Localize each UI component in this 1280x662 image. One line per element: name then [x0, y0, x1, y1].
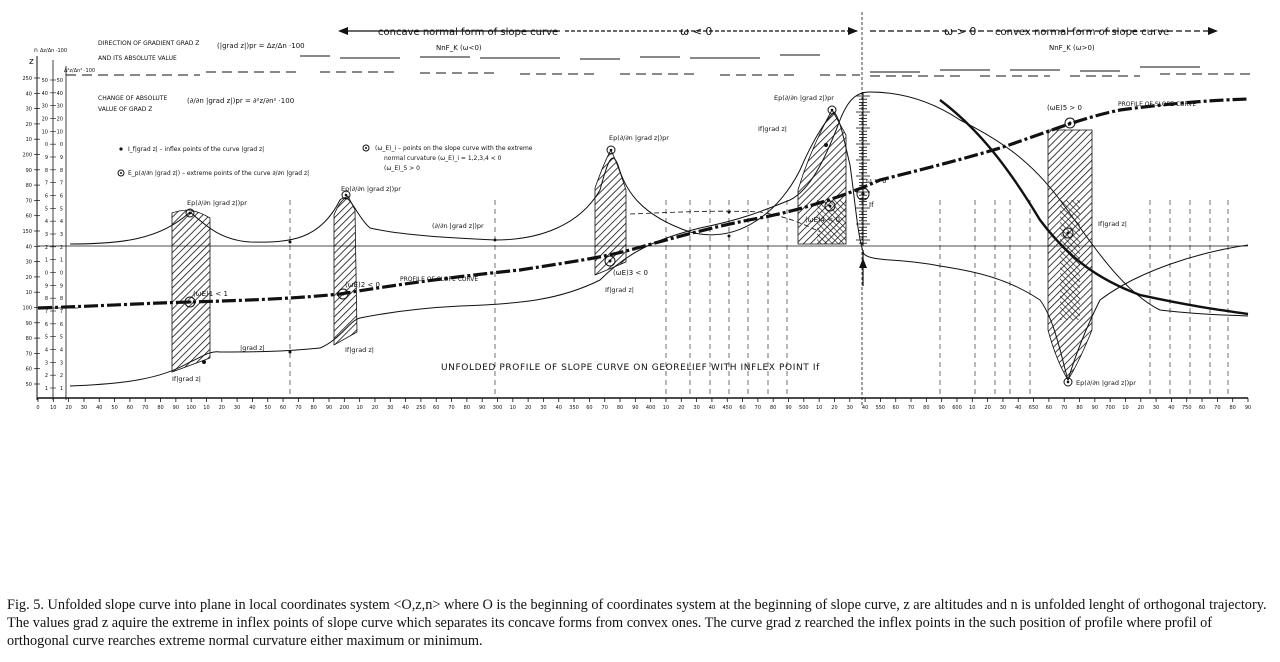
grad2-tick-label: 50 — [56, 78, 63, 84]
x-tick-label: 10 — [662, 405, 670, 411]
inflex-point-label: If — [869, 201, 874, 209]
profile-label-2: PROFILE OF SLOPE CURVE — [1118, 101, 1197, 108]
z-tick-label: 70 — [25, 198, 32, 205]
grad-tick-label: 50 — [41, 78, 48, 84]
x-tick-label: 550 — [875, 405, 886, 411]
ep-label-1: Ep(∂/∂n |grad z|)pr — [187, 199, 247, 207]
grad2-tick-label: 30 — [56, 103, 63, 110]
x-tick-label: 30 — [999, 405, 1007, 411]
x-tick-label: 90 — [172, 405, 180, 411]
x-tick-label: 20 — [984, 405, 991, 411]
figure-caption — [7, 596, 1273, 650]
x-tick-label: 50 — [264, 405, 271, 411]
x-tick-label: 40 — [249, 405, 256, 411]
grad-tick-label: 2 — [44, 244, 48, 251]
x-tick-label: 750 — [1181, 405, 1192, 411]
if-grad-label-3: If|grad z| — [605, 286, 634, 294]
grad-tick-label: 8 — [44, 167, 48, 174]
z-tick-label: 40 — [25, 244, 32, 251]
x-tick-label: 30 — [540, 405, 547, 411]
x-tick-label: 650 — [1028, 405, 1039, 411]
omega-zero-label: ω = 0 — [866, 177, 887, 185]
x-tick-label: 60 — [126, 405, 134, 411]
x-tick-label: 90 — [1091, 405, 1099, 411]
x-tick-label: 10 — [969, 405, 976, 411]
inflex-tick-column — [856, 92, 870, 246]
grad2-tick-label: 3 — [59, 360, 63, 367]
z-tick-label: 30 — [25, 259, 32, 266]
x-tick-label: 90 — [785, 405, 792, 411]
convex-descending-curve — [940, 100, 1248, 314]
x-tick-label: 80 — [463, 405, 471, 411]
grad2-tick-label: 10 — [56, 129, 63, 136]
grad2-tick-label: 1 — [59, 257, 63, 264]
x-tick-label: 70 — [907, 405, 915, 411]
grad-tick-label: 0 — [44, 142, 48, 149]
x-tick-label: 60 — [1045, 405, 1053, 411]
n-axis-label: n — [34, 47, 38, 54]
x-axis — [36, 398, 1251, 411]
legend-omega-3: (ω_E)_5 > 0 — [384, 165, 420, 172]
grad2-tick-label: 2 — [59, 244, 63, 251]
x-tick-label: 20 — [831, 405, 838, 411]
grad2-tick-label: 9 — [59, 155, 63, 161]
x-tick-label: 90 — [938, 405, 945, 411]
grad-tick-label: 30 — [41, 103, 48, 110]
omega-1-label: (ωE)1 < 1 — [193, 290, 228, 298]
x-tick-label: 350 — [569, 405, 579, 411]
z-tick-label: 250 — [22, 76, 32, 82]
nnf-convex: NnF_K (ω>0) — [1049, 44, 1095, 52]
x-tick-label: 60 — [433, 405, 440, 411]
x-tick-label: 80 — [923, 405, 930, 411]
grad2-tick-label: 0 — [59, 142, 63, 149]
grad-tick-label: 0 — [44, 270, 48, 277]
grad2-tick-label: 6 — [59, 321, 63, 328]
x-tick-label: 30 — [846, 405, 853, 411]
x-tick-label: 90 — [478, 405, 486, 411]
x-tick-label: 40 — [1168, 405, 1175, 411]
z-tick-label: 100 — [22, 305, 32, 312]
x-tick-label: 50 — [111, 405, 118, 411]
x-tick-label: 10 — [203, 405, 210, 411]
x-tick-label: 60 — [279, 405, 287, 411]
grad-tick-label: 9 — [44, 283, 48, 290]
x-tick-label: 30 — [233, 405, 241, 411]
grad2-tick-label: 2 — [59, 373, 63, 380]
deriv-curve-label: (∂/∂n |grad z|)pr — [432, 222, 484, 230]
x-tick-label: 70 — [142, 405, 149, 411]
x-tick-label: 40 — [555, 405, 562, 411]
x-tick-label: 30 — [1152, 405, 1160, 411]
ep-label-3: Ep(∂/∂n |grad z|)pr — [609, 134, 669, 142]
legend-direction-line2: AND ITS ABSOLUTE VALUE — [98, 55, 177, 62]
grad-tick-label: 20 — [41, 116, 48, 123]
grad-tick-label: 9 — [44, 155, 48, 161]
grad2-tick-label: 5 — [59, 206, 63, 213]
x-tick-label: 80 — [1076, 405, 1083, 411]
omega-2-label: (ωE)2 < 0 — [345, 281, 380, 289]
legend-omega-2: normal curvature (ω_E)_i = 1,2,3,4 < 0 — [384, 155, 502, 162]
x-tick-label: 200 — [339, 405, 350, 411]
x-tick-label: 30 — [387, 405, 394, 411]
grad-scale2-label: Δ²z/Δn² ·100 — [64, 68, 96, 74]
x-tick-label: 80 — [770, 405, 777, 411]
profile-label-1: PROFILE OF SLOPE CURVE — [400, 276, 479, 283]
grad-scale-label: Δz/Δn ·100 — [40, 48, 68, 54]
x-tick-label: 40 — [402, 405, 409, 411]
if-grad-label-4: If|grad z| — [758, 125, 787, 133]
concave-label: concave normal form of slope curve — [378, 27, 559, 38]
x-tick-label: 30 — [693, 405, 700, 411]
x-tick-label: 10 — [509, 405, 516, 411]
legend-change-formula: (∂/∂n |grad z|)pr = ∂²z/∂n² ·100 — [187, 97, 295, 105]
x-tick-label: 500 — [799, 405, 809, 411]
x-tick-label: 10 — [815, 405, 823, 411]
legend-extreme: E_p(∂/∂n |grad z|) – extreme points of the curve ∂/∂n |grad z| — [128, 170, 310, 177]
grad2-tick-label: 40 — [56, 90, 63, 97]
grad-tick-label: 5 — [44, 206, 48, 213]
x-tick-label: 90 — [1244, 405, 1252, 411]
omega-positive-label: ω > 0 — [944, 25, 977, 38]
x-tick-label: 20 — [218, 405, 225, 411]
x-tick-label: 300 — [492, 405, 503, 411]
x-tick-label: 40 — [708, 405, 716, 411]
legend-direction-line1: DIRECTION OF GRADIENT GRAD Z — [98, 40, 200, 47]
omega-3-label: (ωE)3 < 0 — [613, 269, 648, 277]
grad2-tick-label: 5 — [59, 334, 63, 341]
ep-label-2: Ep(∂/∂n |grad z|)pr — [341, 185, 401, 193]
grad2-tick-label: 6 — [59, 193, 63, 200]
x-tick-label: 70 — [601, 405, 608, 411]
x-tick-label: 20 — [524, 405, 532, 411]
z-tick-label: 80 — [25, 336, 32, 343]
if-grad-label-1: If|grad z| — [172, 375, 201, 383]
z-tick-label: 60 — [25, 213, 32, 220]
omega-5-label: (ωE)5 > 0 — [1047, 104, 1082, 112]
ep-label-5: Ep(∂/∂n |grad z|)pr — [1076, 379, 1136, 387]
grad-tick-label: 4 — [44, 347, 48, 354]
x-tick-label: 60 — [586, 405, 593, 411]
legend-change-line2: VALUE OF GRAD Z — [98, 106, 153, 113]
caption-label: Fig. 5. — [7, 597, 44, 613]
ep-label-4: Ep(∂/∂n |grad z|)pr — [774, 94, 834, 102]
z-tick-label: 10 — [25, 290, 32, 297]
z-tick-label: 200 — [22, 152, 32, 159]
omega-4-label: (ωE)4 < 0 — [805, 216, 840, 224]
grad-tick-label: 8 — [44, 296, 48, 303]
grad-z-label: |grad z| — [240, 344, 265, 352]
annotations — [172, 94, 1196, 387]
main-figure-title: UNFOLDED PROFILE OF SLOPE CURVE ON GEORELIEF WITH INFLEX POINT If — [441, 363, 820, 373]
x-tick-label: 250 — [416, 405, 426, 411]
grad-tick-label: 7 — [44, 180, 48, 187]
x-tick-label: 20 — [678, 405, 685, 411]
legend-change-line1: CHANGE OF ABSOLUTE — [98, 95, 168, 102]
grad2-tick-label: 20 — [56, 116, 63, 123]
x-tick-label: 70 — [754, 405, 762, 411]
z-tick-label: 30 — [25, 106, 32, 113]
z-tick-label: 150 — [22, 229, 32, 235]
x-tick-label: 450 — [722, 405, 733, 411]
x-tick-label: 60 — [739, 405, 746, 411]
legend-omega-1: (ω_E)_i – points on the slope curve with the extreme — [375, 145, 533, 152]
x-tick-label: 700 — [1105, 405, 1115, 411]
grad2-tick-label: 7 — [59, 309, 63, 315]
grad2-tick-label: 4 — [59, 347, 63, 354]
grad2-tick-label: 8 — [59, 296, 63, 303]
grad-tick-label: 3 — [44, 360, 48, 367]
grad-tick-label: 3 — [44, 232, 48, 238]
z-tick-label: 50 — [25, 382, 32, 388]
x-tick-label: 80 — [616, 405, 624, 411]
x-tick-label: 70 — [295, 405, 302, 411]
x-tick-label: 10 — [50, 405, 57, 411]
x-tick-label: 10 — [356, 405, 363, 411]
z-tick-label: 60 — [25, 366, 32, 373]
x-tick-label: 20 — [371, 405, 379, 411]
x-tick-label: 70 — [1061, 405, 1068, 411]
x-tick-label: 60 — [892, 405, 899, 411]
x-tick-label: 10 — [1122, 405, 1129, 411]
z-tick-label: 20 — [25, 121, 32, 128]
legend-inflex: I_f|grad z| – inflex points of the curve |grad z| — [128, 146, 265, 153]
x-tick-label: 20 — [1137, 405, 1144, 411]
caption-text: Unfolded slope curve into plane in local coordinates system <O,z,n> where O is the beginning of coordinates system at the beginning of slope curve, z are altitudes and n is unfolded lenght of orthogonal trajectory. The values grad z aquire the extreme in inflex points of slope curve which separates its concave forms from convex ones. The curve grad z rearched the inflex points in the such position of profile where profil of orthogonal curve rearches extreme normal curvature either maximum or minimum. — [7, 597, 1267, 649]
x-tick-label: 20 — [65, 405, 72, 411]
grad-tick-label: 6 — [44, 193, 48, 200]
x-tick-label: 400 — [645, 405, 656, 411]
legend-direction-formula: (|grad z|)pr = Δz/Δn ·100 — [217, 42, 305, 50]
x-tick-label: 70 — [1214, 405, 1221, 411]
grad-tick-label: 1 — [44, 257, 48, 264]
if-grad-label-5: If|grad z| — [1098, 220, 1127, 228]
grad-tick-label: 5 — [44, 334, 48, 341]
grad2-tick-label: 1 — [59, 386, 63, 392]
z-axis-label: z — [29, 57, 34, 67]
grad2-tick-label: 9 — [59, 283, 63, 290]
x-tick-label: 100 — [186, 405, 196, 411]
grad2-tick-label: 8 — [59, 167, 63, 174]
x-tick-label: 90 — [632, 405, 639, 411]
x-tick-label: 60 — [1198, 405, 1206, 411]
omega-negative-label: ω < 0 — [680, 25, 713, 38]
x-tick-label: 70 — [448, 405, 455, 411]
z-tick-label: 70 — [25, 351, 32, 358]
x-tick-label: 30 — [80, 405, 88, 411]
x-tick-label: 90 — [325, 405, 333, 411]
grad-tick-label: 7 — [44, 309, 48, 315]
legend — [98, 40, 533, 177]
grad2-tick-label: 4 — [59, 219, 63, 226]
grad-tick-label: 2 — [44, 373, 48, 380]
x-tick-label: 80 — [1229, 405, 1236, 411]
z-tick-label: 40 — [25, 91, 32, 98]
grad-tick-label: 10 — [41, 129, 48, 136]
grad-tick-label: 1 — [44, 386, 48, 392]
x-tick-label: 80 — [310, 405, 317, 411]
x-tick-label: 40 — [861, 405, 869, 411]
z-tick-label: 20 — [25, 274, 32, 281]
grad-tick-label: 40 — [41, 90, 48, 97]
x-tick-label: 40 — [96, 405, 103, 411]
convex-label: convex normal form of slope curve — [995, 27, 1170, 38]
x-tick-label: 0 — [36, 405, 40, 411]
hatched-zones — [172, 110, 1092, 380]
z-tick-label: 80 — [25, 183, 32, 190]
grad2-tick-label: 3 — [59, 232, 63, 238]
nnf-concave: NnF_K (ω<0) — [436, 44, 482, 52]
x-tick-label: 40 — [1015, 405, 1022, 411]
z-tick-label: 90 — [25, 320, 32, 327]
grad2-tick-label: 7 — [59, 180, 63, 187]
x-tick-label: 80 — [157, 405, 164, 411]
z-tick-label: 10 — [25, 137, 32, 144]
grad2-tick-label: 0 — [59, 270, 63, 277]
z-tick-label: 90 — [25, 167, 32, 174]
grad-tick-label: 6 — [44, 321, 48, 328]
left-axes — [22, 47, 95, 400]
if-grad-label-2: If|grad z| — [345, 346, 374, 354]
grad-tick-label: 4 — [44, 219, 48, 226]
x-tick-label: 600 — [952, 405, 962, 411]
